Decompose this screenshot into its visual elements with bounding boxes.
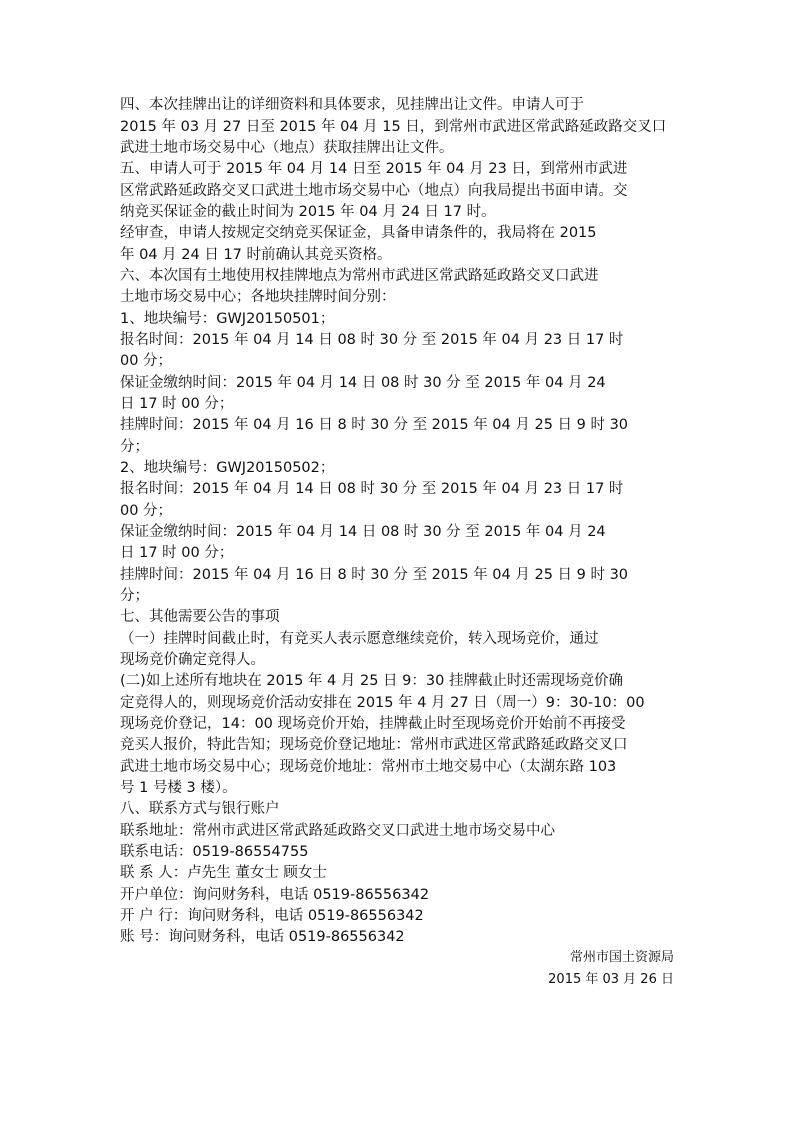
text-line: 联系电话：0519-86554755 — [120, 844, 309, 860]
text-line: 挂牌时间：2015 年 04 月 16 日 8 时 30 分 至 2015 年 04 月 25 日 9 时 30 — [120, 417, 629, 433]
signature-issuer: 常州市国土资源局 — [569, 950, 674, 965]
text-line: 账 号：询问财务科，电话 0519-86556342 — [120, 929, 405, 945]
text-line: 挂牌时间：2015 年 04 月 16 日 8 时 30 分 至 2015 年 04 月 25 日 9 时 30 — [120, 567, 629, 583]
text-line: 土地市场交易中心；各地块挂牌时间分别： — [120, 289, 396, 305]
text-line: 报名时间：2015 年 04 月 14 日 08 时 30 分 至 2015 年 04 月 23 日 17 时 — [120, 481, 624, 497]
text-line: 开户单位：询问财务科，电话 0519-86556342 — [120, 887, 430, 903]
text-line: 号 1 号楼 3 楼）。 — [120, 780, 237, 796]
text-line: 现场竞价登记，14：00 现场竞价开始，挂牌截止时至现场竞价开始前不再接受 — [120, 716, 626, 732]
text-line: 开 户 行：询问财务科，电话 0519-86556342 — [120, 908, 424, 924]
text-line: 六、本次国有土地使用权挂牌地点为常州市武进区常武路延政路交叉口武进 — [120, 268, 599, 284]
text-line: 保证金缴纳时间：2015 年 04 月 14 日 08 时 30 分 至 2015 年 04 月 24 — [120, 375, 606, 391]
text-line: 武进土地市场交易中心；现场竞价地址：常州市土地交易中心（太湖东路 103 — [120, 759, 617, 775]
text-line: 2、地块编号：GWJ20150502； — [120, 460, 335, 476]
text-line: 经审查，申请人按规定交纳竞买保证金，具备申请条件的，我局将在 2015 — [120, 225, 597, 241]
text-line: 八、联系方式与银行账户 — [120, 801, 280, 817]
text-line: 日 17 时 00 分； — [120, 545, 234, 561]
text-line: 七、其他需要公告的事项 — [120, 609, 280, 625]
text-line: 保证金缴纳时间：2015 年 04 月 14 日 08 时 30 分 至 2015 年 04 月 24 — [120, 524, 606, 540]
text-line: （一）挂牌时间截止时，有竞买人表示愿意继续竞价，转入现场竞价，通过 — [120, 631, 599, 647]
text-line: 00 分； — [120, 503, 173, 519]
text-line: 五、申请人可于 2015 年 04 月 14 日至 2015 年 04 月 23 日，到常州市武进 — [120, 161, 628, 177]
text-line: 现场竞价确定竞得人。 — [120, 652, 265, 668]
text-line: 武进土地市场交易中心（地点）获取挂牌出让文件。 — [120, 140, 454, 156]
text-line: 联 系 人：卢先生 董女士 顾女士 — [120, 865, 327, 881]
text-line: 联系地址：常州市武进区常武路延政路交叉口武进土地市场交易中心 — [120, 823, 555, 839]
text-line: 分； — [120, 588, 149, 604]
text-line: 区常武路延政路交叉口武进土地市场交易中心（地点）向我局提出书面申请。交 — [120, 183, 628, 199]
text-line: 1、地块编号：GWJ20150501； — [120, 311, 335, 327]
signature-date: 2015 年 03 月 26 日 — [548, 972, 674, 987]
text-line: 2015 年 03 月 27 日至 2015 年 04 月 15 日，到常州市武进区常武路延政路交叉口 — [120, 119, 667, 135]
text-line: 纳竞买保证金的截止时间为 2015 年 04 月 24 日 17 时。 — [120, 204, 496, 220]
text-line: 定竞得人的，则现场竞价活动安排在 2015 年 4 月 27 日（周一）9：30-10：00 — [120, 695, 645, 711]
text-line: 分； — [120, 439, 149, 455]
text-line: 竞买人报价，特此告知；现场竞价登记地址：常州市武进区常武路延政路交叉口 — [120, 737, 628, 753]
text-line: 年 04 月 24 日 17 时前确认其竞买资格。 — [120, 247, 392, 263]
text-line: 00 分； — [120, 353, 173, 369]
text-line: 四、本次挂牌出让的详细资料和具体要求，见挂牌出让文件。申请人可于 — [120, 97, 584, 113]
text-line: 报名时间：2015 年 04 月 14 日 08 时 30 分 至 2015 年 04 月 23 日 17 时 — [120, 332, 624, 348]
text-line: 日 17 时 00 分； — [120, 396, 234, 412]
text-line: (二)如上述所有地块在 2015 年 4 月 25 日 9：30 挂牌截止时还需现场竞价确 — [120, 673, 623, 689]
